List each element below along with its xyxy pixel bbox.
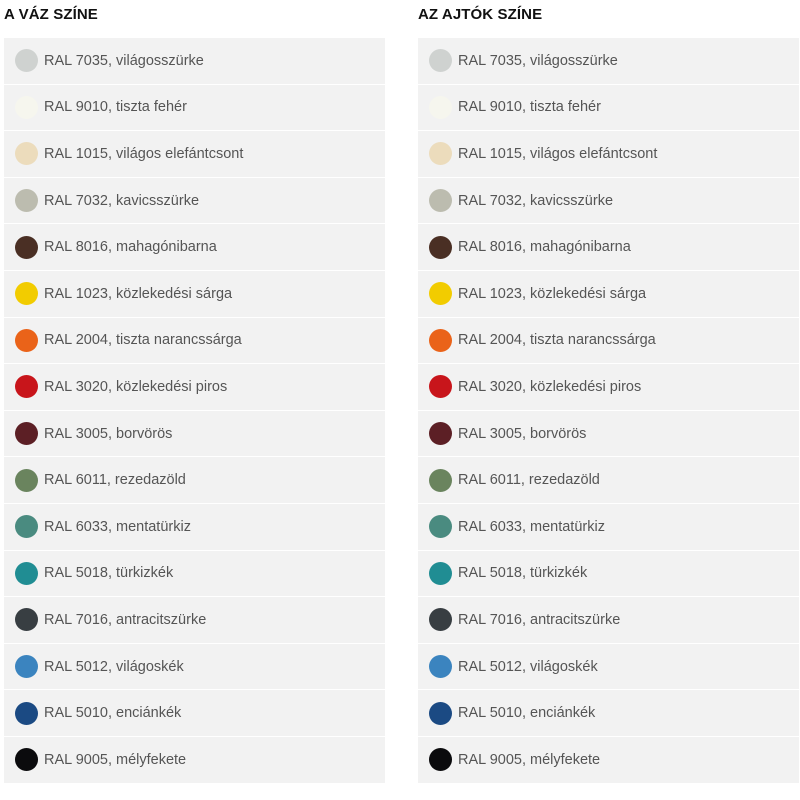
color-swatch	[15, 329, 38, 352]
color-label: RAL 5018, türkizkék	[458, 565, 588, 582]
frame-color-option[interactable]	[4, 85, 385, 132]
color-label: RAL 7016, antracitszürke	[458, 611, 621, 628]
color-swatch	[429, 189, 452, 212]
door-color-option[interactable]	[418, 690, 799, 737]
color-swatch	[429, 515, 452, 538]
color-label: RAL 7016, antracitszürke	[44, 611, 207, 628]
door-color-option[interactable]	[418, 318, 799, 365]
door-color-section	[418, 0, 799, 784]
frame-color-option[interactable]	[4, 318, 385, 365]
door-color-option[interactable]	[418, 38, 799, 85]
door-color-title: AZ AJTÓK SZÍNE	[418, 6, 543, 23]
frame-color-option[interactable]	[4, 504, 385, 551]
color-label: RAL 7032, kavicsszürke	[458, 192, 614, 209]
color-label: RAL 9010, tiszta fehér	[458, 99, 601, 116]
frame-color-option[interactable]	[4, 38, 385, 85]
door-color-option[interactable]	[418, 737, 799, 784]
color-label: RAL 5010, enciánkék	[458, 705, 596, 722]
color-swatch	[15, 96, 38, 119]
door-color-option[interactable]	[418, 131, 799, 178]
frame-color-list	[4, 38, 385, 784]
color-label: RAL 1023, közlekedési sárga	[458, 285, 647, 302]
color-label: RAL 7032, kavicsszürke	[44, 192, 200, 209]
color-label: RAL 6011, rezedazöld	[44, 472, 186, 489]
color-label: RAL 9005, mélyfekete	[44, 751, 187, 768]
color-swatch	[15, 562, 38, 585]
frame-color-option[interactable]	[4, 224, 385, 271]
color-swatch	[429, 282, 452, 305]
frame-color-option[interactable]	[4, 457, 385, 504]
door-color-option[interactable]	[418, 457, 799, 504]
frame-color-option[interactable]	[4, 411, 385, 458]
color-swatch	[15, 702, 38, 725]
color-swatch	[429, 49, 452, 72]
color-swatch	[429, 142, 452, 165]
color-swatch	[15, 748, 38, 771]
frame-color-option[interactable]	[4, 737, 385, 784]
door-color-option[interactable]	[418, 411, 799, 458]
color-swatch	[15, 189, 38, 212]
color-swatch	[15, 655, 38, 678]
door-color-list	[418, 38, 799, 784]
color-label: RAL 3005, borvörös	[44, 425, 173, 442]
door-color-option[interactable]	[418, 224, 799, 271]
color-label: RAL 5018, türkizkék	[44, 565, 174, 582]
color-swatch	[15, 282, 38, 305]
color-label: RAL 1015, világos elefántcsont	[458, 145, 658, 162]
color-label: RAL 2004, tiszta narancssárga	[44, 332, 242, 349]
color-swatch	[429, 469, 452, 492]
door-color-option[interactable]	[418, 644, 799, 691]
door-color-option[interactable]	[418, 364, 799, 411]
color-swatch	[15, 236, 38, 259]
frame-color-option[interactable]	[4, 690, 385, 737]
color-label: RAL 9010, tiszta fehér	[44, 99, 187, 116]
color-label: RAL 2004, tiszta narancssárga	[458, 332, 656, 349]
color-label: RAL 6033, mentatürkiz	[458, 518, 605, 535]
color-swatch	[15, 375, 38, 398]
frame-color-option[interactable]	[4, 271, 385, 318]
color-label: RAL 6033, mentatürkiz	[44, 518, 191, 535]
color-swatch	[429, 96, 452, 119]
color-swatch	[429, 236, 452, 259]
color-swatch	[15, 142, 38, 165]
door-color-option[interactable]	[418, 85, 799, 132]
color-swatch	[429, 375, 452, 398]
frame-color-option[interactable]	[4, 597, 385, 644]
color-swatch	[429, 562, 452, 585]
color-label: RAL 3020, közlekedési piros	[458, 378, 642, 395]
color-label: RAL 3005, borvörös	[458, 425, 587, 442]
color-label: RAL 5010, enciánkék	[44, 705, 182, 722]
door-color-option[interactable]	[418, 551, 799, 598]
color-swatch	[429, 422, 452, 445]
frame-color-option[interactable]	[4, 178, 385, 225]
color-label: RAL 8016, mahagónibarna	[44, 239, 217, 256]
color-label: RAL 8016, mahagónibarna	[458, 239, 631, 256]
frame-color-option[interactable]	[4, 551, 385, 598]
frame-color-section	[4, 0, 385, 784]
color-label: RAL 7035, világosszürke	[44, 52, 204, 69]
door-color-option[interactable]	[418, 271, 799, 318]
frame-color-option[interactable]	[4, 644, 385, 691]
color-label: RAL 5012, világoskék	[44, 658, 184, 675]
door-color-option[interactable]	[418, 504, 799, 551]
color-label: RAL 1023, közlekedési sárga	[44, 285, 233, 302]
frame-color-option[interactable]	[4, 364, 385, 411]
color-swatch	[15, 515, 38, 538]
color-label: RAL 6011, rezedazöld	[458, 472, 600, 489]
color-label: RAL 7035, világosszürke	[458, 52, 618, 69]
color-swatch	[15, 608, 38, 631]
color-swatch	[429, 655, 452, 678]
color-swatch	[15, 469, 38, 492]
color-swatch	[429, 748, 452, 771]
frame-color-title: A VÁZ SZÍNE	[4, 6, 98, 23]
color-swatch	[15, 49, 38, 72]
door-color-option[interactable]	[418, 178, 799, 225]
color-swatch	[429, 702, 452, 725]
color-label: RAL 5012, világoskék	[458, 658, 598, 675]
door-color-option[interactable]	[418, 597, 799, 644]
color-swatch	[15, 422, 38, 445]
color-swatch	[429, 329, 452, 352]
color-swatch	[429, 608, 452, 631]
frame-color-option[interactable]	[4, 131, 385, 178]
color-label: RAL 3020, közlekedési piros	[44, 378, 228, 395]
color-label: RAL 1015, világos elefántcsont	[44, 145, 244, 162]
color-label: RAL 9005, mélyfekete	[458, 751, 601, 768]
